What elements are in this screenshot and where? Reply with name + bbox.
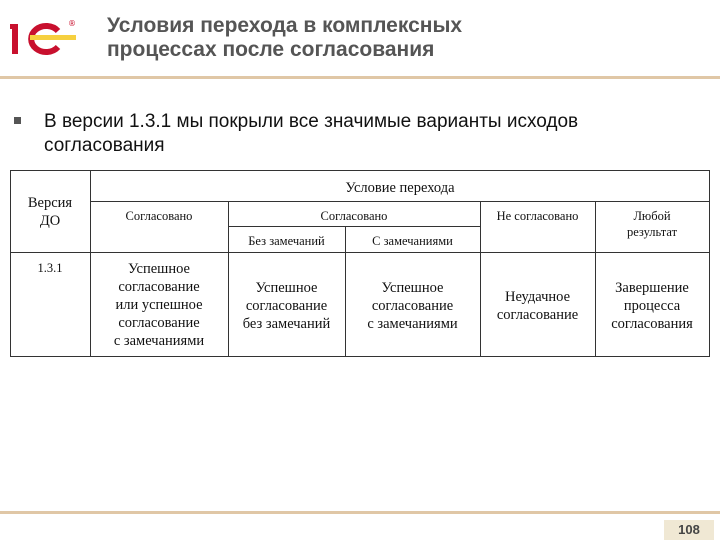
table-border-bottom xyxy=(10,356,710,357)
bullet-text-line1: В версии 1.3.1 мы покрыли все значимые варианты исходов xyxy=(44,111,579,132)
header-any-result: Любой результат xyxy=(626,209,678,239)
header-with-remarks: С замечаниями xyxy=(372,234,453,248)
bullet-text xyxy=(44,110,684,158)
table-line-under-condition xyxy=(90,201,710,202)
row-agreed-outcome: Успешное согласование или успешное согласование с замечаниями xyxy=(113,261,205,349)
header-version: Версия ДО xyxy=(27,195,73,229)
row-version: 1.3.1 xyxy=(37,261,63,275)
bullet-text-line2: согласования xyxy=(44,135,165,156)
logo-registered-mark: ® xyxy=(68,19,76,28)
header-agreed-group: Согласовано xyxy=(320,209,388,223)
1c-logo xyxy=(10,18,80,58)
header-divider xyxy=(0,76,720,79)
row-with-remarks-outcome: Успешное согласование с замечаниями xyxy=(367,280,458,332)
table-line-under-agreed-group xyxy=(228,226,480,227)
header-transition-condition: Условие перехода xyxy=(345,180,455,196)
header-no-remarks: Без замечаний xyxy=(248,234,325,248)
slide-title xyxy=(107,14,667,62)
slide-title-line2: процессах после согласования xyxy=(107,38,435,61)
header-not-agreed: Не согласовано xyxy=(496,209,579,223)
header-agreed: Согласовано xyxy=(125,209,193,223)
table-line-v4 xyxy=(480,201,481,357)
row-no-remarks-outcome: Успешное согласование без замечаний xyxy=(242,280,331,332)
page-number: 108 xyxy=(664,520,714,540)
table-border-right xyxy=(709,170,710,357)
footer-divider xyxy=(0,511,720,514)
logo-yellow-bar xyxy=(30,35,76,40)
row-not-agreed-outcome: Неудачное согласование xyxy=(496,289,579,323)
slide-title-line1: Условия перехода в комплексных xyxy=(107,14,463,37)
row-any-outcome: Завершение процесса согласования xyxy=(611,280,693,332)
bullet-square-icon xyxy=(14,117,21,124)
transition-conditions-table xyxy=(10,170,710,358)
table-line-header-bottom xyxy=(10,252,710,253)
table-border-top xyxy=(10,170,710,171)
